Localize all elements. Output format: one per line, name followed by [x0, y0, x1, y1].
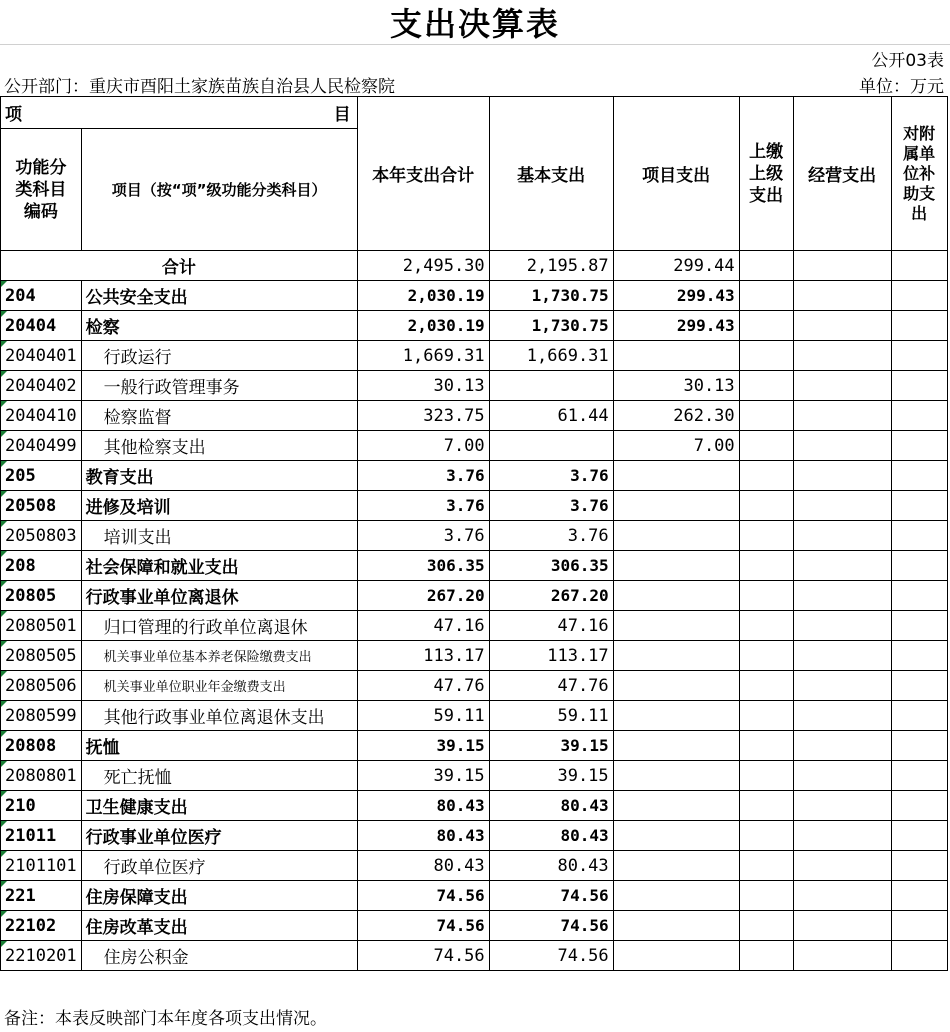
table-row — [1, 881, 948, 911]
row-name: 行政事业单位医疗 — [81, 821, 357, 851]
row-upper — [739, 761, 793, 791]
row-basic — [489, 371, 613, 401]
row-code: 208 — [1, 551, 82, 581]
row-upper — [739, 821, 793, 851]
row-project — [613, 821, 739, 851]
row-business — [793, 851, 891, 881]
row-business — [793, 641, 891, 671]
table-row — [1, 911, 948, 941]
row-business — [793, 881, 891, 911]
row-basic: 74.56 — [489, 881, 613, 911]
row-project — [613, 791, 739, 821]
row-business — [793, 371, 891, 401]
row-subsidy — [891, 521, 947, 551]
row-upper — [739, 881, 793, 911]
row-total: 74.56 — [357, 881, 489, 911]
row-code: 2040402 — [1, 371, 82, 401]
row-total: 47.16 — [357, 611, 489, 641]
expenditure-table — [0, 96, 948, 971]
row-business — [793, 911, 891, 941]
table-row — [1, 491, 948, 521]
row-total: 3.76 — [357, 461, 489, 491]
row-project — [613, 851, 739, 881]
row-upper — [739, 311, 793, 341]
row-upper — [739, 851, 793, 881]
row-project — [613, 641, 739, 671]
row-code: 2080801 — [1, 761, 82, 791]
row-total: 30.13 — [357, 371, 489, 401]
row-subsidy — [891, 701, 947, 731]
row-code: 2101101 — [1, 851, 82, 881]
row-project — [613, 461, 739, 491]
row-upper — [739, 401, 793, 431]
table-code: 公开03表 — [871, 51, 944, 71]
row-name: 卫生健康支出 — [81, 791, 357, 821]
row-upper — [739, 581, 793, 611]
row-basic: 39.15 — [489, 731, 613, 761]
table-row — [1, 761, 948, 791]
row-total: 323.75 — [357, 401, 489, 431]
summary-label: 合计 — [1, 251, 358, 281]
table-row — [1, 731, 948, 761]
row-subsidy — [891, 581, 947, 611]
row-code: 2040401 — [1, 341, 82, 371]
table-row — [1, 341, 948, 371]
row-code: 205 — [1, 461, 82, 491]
row-total: 80.43 — [357, 821, 489, 851]
row-project — [613, 701, 739, 731]
row-subsidy — [891, 281, 947, 311]
row-project — [613, 731, 739, 761]
row-business — [793, 491, 891, 521]
row-name: 行政单位医疗 — [81, 851, 357, 881]
row-total: 59.11 — [357, 701, 489, 731]
row-name: 机关事业单位职业年金缴费支出 — [81, 671, 357, 701]
row-basic: 74.56 — [489, 941, 613, 971]
row-name: 抚恤 — [81, 731, 357, 761]
table-row — [1, 551, 948, 581]
row-subsidy — [891, 881, 947, 911]
row-upper — [739, 461, 793, 491]
header-row-top — [1, 97, 948, 129]
row-upper — [739, 911, 793, 941]
row-basic: 47.16 — [489, 611, 613, 641]
row-project: 30.13 — [613, 371, 739, 401]
row-basic: 113.17 — [489, 641, 613, 671]
row-basic: 267.20 — [489, 581, 613, 611]
row-basic: 80.43 — [489, 791, 613, 821]
row-basic: 1,730.75 — [489, 311, 613, 341]
col-header-business: 经营支出 — [793, 97, 891, 251]
summary-upper — [739, 251, 793, 281]
summary-subsidy — [891, 251, 947, 281]
row-name: 进修及培训 — [81, 491, 357, 521]
row-project — [613, 341, 739, 371]
row-business — [793, 791, 891, 821]
row-code: 2040499 — [1, 431, 82, 461]
row-basic: 61.44 — [489, 401, 613, 431]
row-upper — [739, 731, 793, 761]
table-row — [1, 401, 948, 431]
table-row — [1, 311, 948, 341]
table-row — [1, 671, 948, 701]
row-business — [793, 551, 891, 581]
page-title: 支出决算表 — [389, 5, 560, 43]
row-name: 住房公积金 — [81, 941, 357, 971]
row-project — [613, 941, 739, 971]
row-name: 机关事业单位基本养老保险缴费支出 — [81, 641, 357, 671]
row-subsidy — [891, 641, 947, 671]
row-subsidy — [891, 431, 947, 461]
table-row — [1, 821, 948, 851]
row-upper — [739, 791, 793, 821]
row-subsidy — [891, 941, 947, 971]
row-total: 80.43 — [357, 851, 489, 881]
row-subsidy — [891, 671, 947, 701]
table-row — [1, 941, 948, 971]
item-header — [1, 97, 358, 129]
row-basic: 3.76 — [489, 461, 613, 491]
row-name: 行政运行 — [81, 341, 357, 371]
row-business — [793, 581, 891, 611]
row-upper — [739, 521, 793, 551]
row-name: 检察监督 — [81, 401, 357, 431]
row-total: 47.76 — [357, 671, 489, 701]
row-code: 204 — [1, 281, 82, 311]
row-business — [793, 821, 891, 851]
row-upper — [739, 671, 793, 701]
row-project — [613, 491, 739, 521]
row-upper — [739, 941, 793, 971]
table-row — [1, 281, 948, 311]
row-project — [613, 881, 739, 911]
row-project: 299.43 — [613, 281, 739, 311]
row-upper — [739, 611, 793, 641]
row-total: 267.20 — [357, 581, 489, 611]
col-header-basic: 基本支出 — [489, 97, 613, 251]
row-subsidy — [891, 611, 947, 641]
sheet-gridline — [0, 44, 950, 71]
row-name: 社会保障和就业支出 — [81, 551, 357, 581]
row-project — [613, 761, 739, 791]
row-basic: 80.43 — [489, 851, 613, 881]
row-business — [793, 521, 891, 551]
row-upper — [739, 551, 793, 581]
row-upper — [739, 281, 793, 311]
col-header-upper: 上缴上级支出 — [739, 97, 793, 251]
row-code: 2040410 — [1, 401, 82, 431]
row-business — [793, 461, 891, 491]
row-total: 39.15 — [357, 761, 489, 791]
footnote: 备注：本表反映部门本年度各项支出情况。 — [4, 1009, 327, 1029]
row-upper — [739, 641, 793, 671]
row-total: 7.00 — [357, 431, 489, 461]
table-row — [1, 851, 948, 881]
row-code: 20805 — [1, 581, 82, 611]
row-name: 培训支出 — [81, 521, 357, 551]
row-subsidy — [891, 311, 947, 341]
row-business — [793, 731, 891, 761]
row-subsidy — [891, 341, 947, 371]
row-total: 3.76 — [357, 491, 489, 521]
row-basic: 306.35 — [489, 551, 613, 581]
row-business — [793, 281, 891, 311]
col-header-code: 功能分类科目编码 — [1, 129, 82, 251]
row-basic: 3.76 — [489, 521, 613, 551]
row-subsidy — [891, 491, 947, 521]
row-subsidy — [891, 731, 947, 761]
row-upper — [739, 701, 793, 731]
row-total: 113.17 — [357, 641, 489, 671]
row-subsidy — [891, 791, 947, 821]
row-total: 3.76 — [357, 521, 489, 551]
row-upper — [739, 371, 793, 401]
summary-total: 2,495.30 — [357, 251, 489, 281]
row-name: 其他行政事业单位离退休支出 — [81, 701, 357, 731]
row-total: 306.35 — [357, 551, 489, 581]
row-basic: 1,669.31 — [489, 341, 613, 371]
table-row — [1, 581, 948, 611]
table-row — [1, 521, 948, 551]
row-basic: 3.76 — [489, 491, 613, 521]
row-project — [613, 521, 739, 551]
row-project — [613, 611, 739, 641]
col-header-project: 项目支出 — [613, 97, 739, 251]
row-name: 公共安全支出 — [81, 281, 357, 311]
table-row — [1, 701, 948, 731]
row-total: 39.15 — [357, 731, 489, 761]
row-name: 教育支出 — [81, 461, 357, 491]
row-total: 1,669.31 — [357, 341, 489, 371]
col-header-total: 本年支出合计 — [357, 97, 489, 251]
row-total: 74.56 — [357, 911, 489, 941]
row-name: 住房改革支出 — [81, 911, 357, 941]
department-label: 公开部门：重庆市酉阳土家族苗族自治县人民检察院 — [4, 77, 395, 97]
row-subsidy — [891, 851, 947, 881]
table-row — [1, 641, 948, 671]
row-business — [793, 761, 891, 791]
table-row — [1, 461, 948, 491]
row-business — [793, 341, 891, 371]
col-header-subsidy: 对附属单位补助支出 — [891, 97, 947, 251]
row-business — [793, 611, 891, 641]
unit-label: 单位：万元 — [859, 77, 944, 97]
row-subsidy — [891, 911, 947, 941]
row-business — [793, 401, 891, 431]
row-project: 262.30 — [613, 401, 739, 431]
row-total: 2,030.19 — [357, 281, 489, 311]
row-basic: 74.56 — [489, 911, 613, 941]
col-header-name: 项目（按“项”级功能分类科目） — [81, 129, 357, 251]
row-code: 20508 — [1, 491, 82, 521]
row-code: 2050803 — [1, 521, 82, 551]
row-name: 住房保障支出 — [81, 881, 357, 911]
row-upper — [739, 341, 793, 371]
row-basic: 39.15 — [489, 761, 613, 791]
row-name: 死亡抚恤 — [81, 761, 357, 791]
row-subsidy — [891, 371, 947, 401]
table-row — [1, 371, 948, 401]
row-business — [793, 431, 891, 461]
row-project — [613, 581, 739, 611]
row-project — [613, 911, 739, 941]
row-code: 2080501 — [1, 611, 82, 641]
row-code: 2080599 — [1, 701, 82, 731]
row-code: 2080506 — [1, 671, 82, 701]
row-upper — [739, 491, 793, 521]
row-code: 221 — [1, 881, 82, 911]
row-code: 210 — [1, 791, 82, 821]
row-basic: 80.43 — [489, 821, 613, 851]
row-project: 7.00 — [613, 431, 739, 461]
table-row — [1, 431, 948, 461]
row-upper — [739, 431, 793, 461]
row-business — [793, 311, 891, 341]
row-name: 归口管理的行政单位离退休 — [81, 611, 357, 641]
row-code: 20404 — [1, 311, 82, 341]
table-row — [1, 791, 948, 821]
row-business — [793, 701, 891, 731]
row-code: 2080505 — [1, 641, 82, 671]
row-name: 检察 — [81, 311, 357, 341]
row-subsidy — [891, 821, 947, 851]
summary-project: 299.44 — [613, 251, 739, 281]
table-row — [1, 611, 948, 641]
row-code: 22102 — [1, 911, 82, 941]
row-project — [613, 671, 739, 701]
row-total: 74.56 — [357, 941, 489, 971]
row-project — [613, 551, 739, 581]
row-basic: 59.11 — [489, 701, 613, 731]
row-name: 一般行政管理事务 — [81, 371, 357, 401]
row-subsidy — [891, 761, 947, 791]
row-basic — [489, 431, 613, 461]
summary-row — [1, 251, 948, 281]
row-total: 2,030.19 — [357, 311, 489, 341]
row-code: 21011 — [1, 821, 82, 851]
row-business — [793, 941, 891, 971]
row-basic: 47.76 — [489, 671, 613, 701]
row-project: 299.43 — [613, 311, 739, 341]
row-subsidy — [891, 461, 947, 491]
row-subsidy — [891, 401, 947, 431]
summary-basic: 2,195.87 — [489, 251, 613, 281]
row-name: 其他检察支出 — [81, 431, 357, 461]
row-subsidy — [891, 551, 947, 581]
row-code: 20808 — [1, 731, 82, 761]
row-name: 行政事业单位离退休 — [81, 581, 357, 611]
item-header-right: 目 — [333, 105, 351, 125]
summary-business — [793, 251, 891, 281]
row-code: 2210201 — [1, 941, 82, 971]
row-basic: 1,730.75 — [489, 281, 613, 311]
item-header-left: 项 — [5, 105, 22, 125]
row-total: 80.43 — [357, 791, 489, 821]
row-business — [793, 671, 891, 701]
